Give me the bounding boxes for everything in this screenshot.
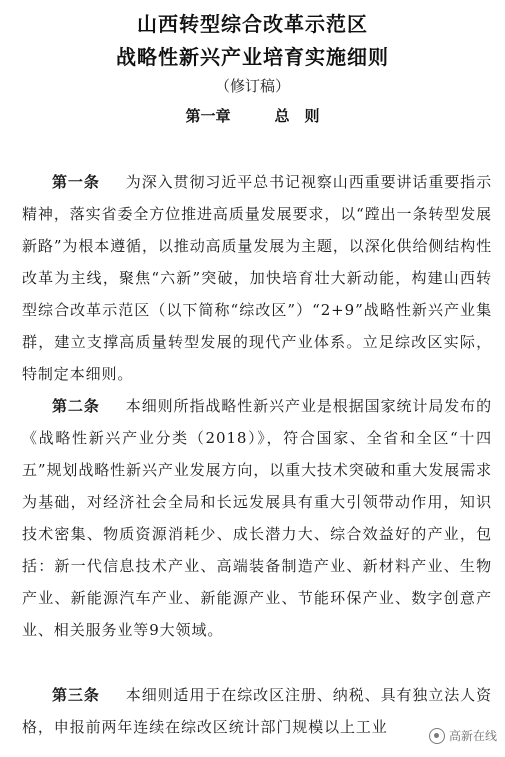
watermark bbox=[429, 727, 497, 744]
article-text: 为深入贯彻习近平总书记视察山西重要讲话重要指示精神，落实省委全方位推进高质量发展要求，以“蹚出一条转型发展新路”为根本遵循，以推动高质量发展为主题，以深化供给侧结构性改革为主线，聚焦“六新”突破，加快培育壮大新动能，构建山西转型综合改革示范区（以下简称“综改区”）“2+9”战略性新兴产业集群，建立支撑高质量转型发展的现代产业体系。立足综改区实际，特制定本细则。 bbox=[22, 173, 493, 383]
article-3 bbox=[22, 679, 492, 743]
wechat-watermark-icon bbox=[429, 728, 445, 744]
document-subtitle: （修订稿） bbox=[214, 77, 290, 95]
article-2 bbox=[22, 390, 492, 646]
article-label: 第一条 bbox=[52, 173, 100, 191]
chapter-heading bbox=[0, 105, 505, 127]
document-title-line1: 山西转型综合改革示范区 bbox=[137, 12, 368, 36]
article-label: 第二条 bbox=[52, 397, 100, 415]
chapter-name: 总 则 bbox=[274, 107, 320, 125]
article-1 bbox=[22, 166, 492, 390]
article-text: 本细则所指战略性新兴产业是根据国家统计局发布的《战略性新兴产业分类（2018）》，符合国家、全省和全区“十四五”规划战略性新兴产业发展方向，以重大技术突破和重大发展需求为基础，对经济社会全局和长远发展具有重大引领带动作用，知识技术密集、物质资源消耗少、成长潜力大、综合效益好的产业，包括：新一代信息技术产业、高端装备制造产业、新材料产业、生物产业、新能源汽车产业、新能源产业、节能环保产业、数字创意产业、相关服务业等9大领域。 bbox=[22, 397, 493, 639]
document-title-line2: 战略性新兴产业培育实施细则 bbox=[116, 45, 389, 69]
watermark-text: 高新在线 bbox=[448, 729, 497, 743]
chapter-number: 第一章 bbox=[185, 107, 231, 125]
article-text: 本细则适用于在综改区注册、纳税、具有独立法人资格，申报前两年连续在综改区统计部门规模以上工业 bbox=[22, 686, 493, 736]
article-label: 第三条 bbox=[52, 686, 100, 704]
